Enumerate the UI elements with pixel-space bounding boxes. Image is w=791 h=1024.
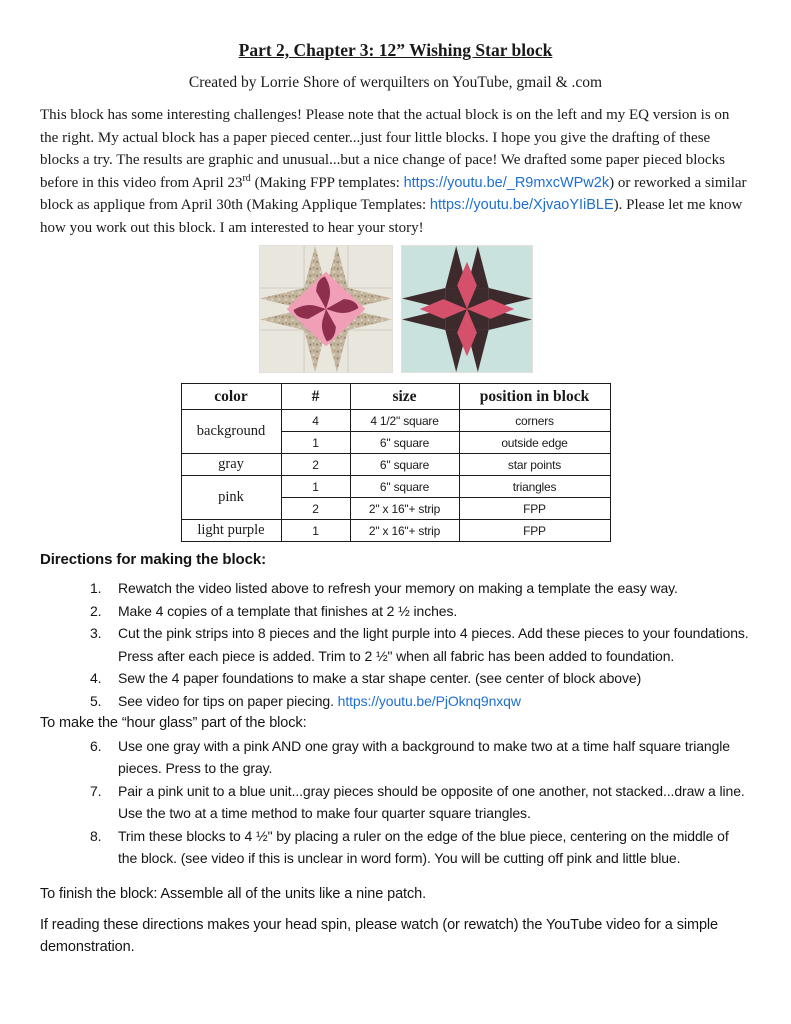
cell-size: 6" square (350, 476, 459, 498)
step-number: 8. (90, 827, 102, 844)
direction-step-1 (40, 577, 751, 600)
eq-block-image (401, 245, 533, 373)
direction-step-4 (40, 667, 751, 690)
table-row (181, 410, 610, 432)
cell-count: 4 (281, 410, 350, 432)
table-row (181, 520, 610, 542)
direction-step-5 (40, 690, 751, 713)
cell-position: FPP (459, 520, 610, 542)
step-number: 6. (90, 737, 102, 754)
fpp-templates-video-link[interactable]: https://youtu.be/_R9mxcWPw2k (403, 174, 610, 191)
cell-size: 2" x 16"+ strip (350, 520, 459, 542)
step-number: 5. (90, 692, 102, 709)
intro-text-3: ) or reworked a similar block as applique from April 30th (Making Applique Templates: (40, 174, 747, 213)
cell-position: corners (459, 410, 610, 432)
step-number: 7. (90, 782, 102, 799)
cell-color: background (181, 410, 281, 454)
step-text: Pair a pink unit to a blue unit...gray pieces should be opposite of one another, not stacked...draw a line. Use the two at a time method to make four quarter square triangles. (118, 782, 745, 821)
cutting-table (181, 383, 611, 542)
cell-position: triangles (459, 476, 610, 498)
cell-count: 2 (281, 454, 350, 476)
col-header-position: position in block (459, 384, 610, 410)
step-text: Rewatch the video listed above to refresh your memory on making a template the easy way. (118, 580, 678, 596)
hourglass-heading: To make the “hour glass” part of the block: (40, 715, 307, 731)
step-number: 1. (90, 580, 102, 596)
page-subtitle: Created by Lorrie Shore of werquilters on YouTube, gmail & .com (188, 74, 603, 91)
directions-steps (40, 577, 751, 712)
direction-step-2 (40, 600, 751, 623)
cell-size: 4 1/2" square (350, 410, 459, 432)
cell-position: outside edge (459, 432, 610, 454)
page-title: Part 2, Chapter 3: 12” Wishing Star block (238, 40, 553, 60)
cell-count: 2 (281, 498, 350, 520)
directions-section (40, 551, 751, 959)
table-row (181, 454, 610, 476)
cell-size: 6" square (350, 432, 459, 454)
step-text: Cut the pink strips into 8 pieces and the light purple into 4 pieces. Add these pieces to your foundations. Press after each piece is added. Trim to 2 ½" when all fabric has been added to foundation. (118, 625, 749, 664)
actual-block-photo (259, 245, 393, 373)
ordinal-superscript: rd (242, 172, 251, 184)
cell-position: star points (459, 454, 610, 476)
block-photos (40, 245, 751, 373)
cell-color: gray (181, 454, 281, 476)
step-number: 4. (90, 670, 102, 686)
col-header-color: color (181, 384, 281, 410)
step-number: 2. (90, 602, 102, 619)
cell-size: 2" x 16"+ strip (350, 498, 459, 520)
cell-count: 1 (281, 476, 350, 498)
cell-count: 1 (281, 520, 350, 542)
directions-steps-2 (40, 735, 751, 870)
intro-text-1: This block has some interesting challenges! Please note that the actual block is on the left and my EQ version is on the right. My actual block has a paper pieced center...just four little blocks. I hope you give the drafting of these blocks a try. The results are graphic and unusual...but a nice change of pace! We drafted some paper pieced blocks before in this video from April 23 (40, 107, 730, 191)
intro-text-2: (Making FPP templates: (250, 174, 404, 191)
intro-paragraph (40, 104, 751, 239)
intro-text-4: ). Please let me know how you work out this block. I am interested to hear your story! (40, 197, 743, 236)
step-text: Trim these blocks to 4 ½" by placing a ruler on the edge of the blue piece, centering on the middle of the block. (see video if this is unclear in word form). You will be cutting off pink and little blue. (118, 827, 729, 866)
cell-color: pink (181, 476, 281, 520)
cell-count: 1 (281, 432, 350, 454)
table-row (181, 476, 610, 498)
table-header-row (181, 384, 610, 410)
step-number: 3. (90, 625, 102, 641)
finish-instruction: To finish the block: Assemble all of the units like a nine patch. (40, 885, 427, 902)
step-text: Sew the 4 paper foundations to make a star shape center. (see center of block above) (118, 670, 642, 686)
cell-size: 6" square (350, 454, 459, 476)
direction-step-7 (40, 780, 751, 825)
paper-piecing-video-link[interactable]: https://youtu.be/PjOknq9nxqw (337, 692, 521, 709)
col-header-count: # (281, 384, 350, 410)
directions-heading: Directions for making the block: (40, 551, 267, 568)
step-text: Make 4 copies of a template that finishes at 2 ½ inches. (118, 602, 458, 619)
step-text: Use one gray with a pink AND one gray with a background to make two at a time half square triangle pieces. Press to the gray. (118, 737, 730, 776)
footer-note: If reading these directions makes your head spin, please watch (or rewatch) the YouTube video for a simple demonstration. (40, 916, 718, 955)
direction-step-6 (40, 735, 751, 780)
cell-position: FPP (459, 498, 610, 520)
col-header-size: size (350, 384, 459, 410)
direction-step-3 (40, 622, 751, 667)
step-text: See video for tips on paper piecing. https://youtu.be/PjOknq9nxqw (118, 692, 521, 709)
cell-color: light purple (181, 520, 281, 542)
direction-step-8 (40, 825, 751, 870)
applique-templates-video-link[interactable]: https://youtu.be/XjvaoYIiBLE (429, 197, 614, 213)
